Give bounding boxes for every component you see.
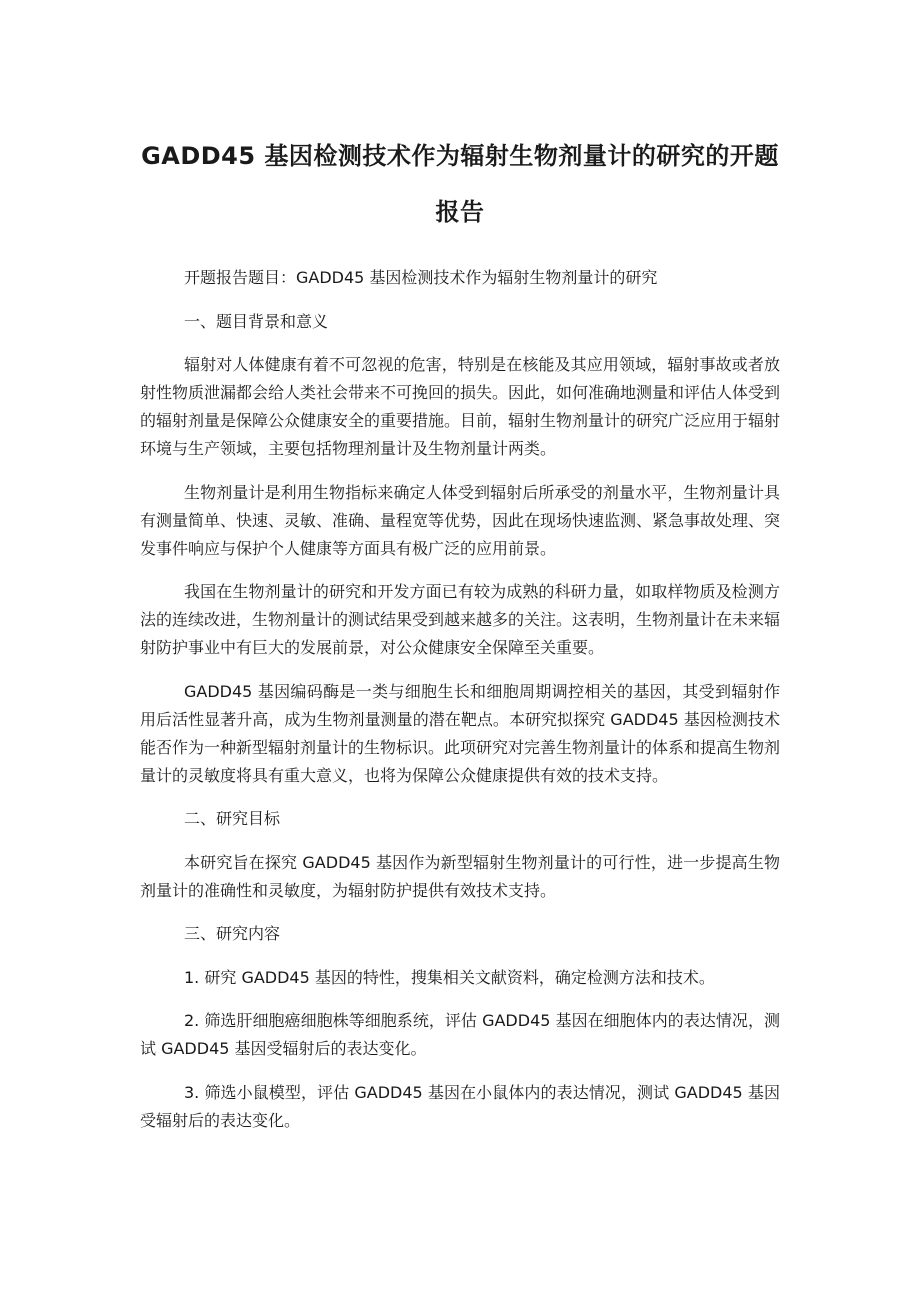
paragraph-radiation-harm: 辐射对人体健康有着不可忽视的危害，特别是在核能及其应用领域，辐射事故或者放射性物质泄漏都会给人类社会带来不可挽回的损失。因此，如何准确地测量和评估人体受到的辐射剂量是保障公众健康安全的重要措施。目前，辐射生物剂量计的研究广泛应用于辐射环境与生产领域，主要包括物理剂量计及生物剂量计两类。 <box>140 355 781 458</box>
document-body <box>140 264 780 1150</box>
list-item-1: 1. 研究 GADD45 基因的特性，搜集相关文献资料，确定检测方法和技术。 <box>184 967 715 987</box>
section-heading-objectives: 二、研究目标 <box>184 809 281 828</box>
paragraph-objectives: 本研究旨在探究 GADD45 基因作为新型辐射生物剂量计的可行性，进一步提高生物剂量计的准确性和灵敏度，为辐射防护提供有效技术支持。 <box>140 852 780 900</box>
list-item-2: 2. 筛选肝细胞癌细胞株等细胞系统，评估 GADD45 基因在细胞体内的表达情况，测试 GADD45 基因受辐射后的表达变化。 <box>140 1011 780 1058</box>
report-topic: 开题报告题目：GADD45 基因检测技术作为辐射生物剂量计的研究 <box>184 268 658 287</box>
paragraph-biodosimeter-definition: 生物剂量计是利用生物指标来确定人体受到辐射后所承受的剂量水平，生物剂量计具有测量简单、快速、灵敏、准确、量程宽等优势，因此在现场快速监测、紧急事故处理、突发事件响应与保护个人健康等方面具有极广泛的应用前景。 <box>140 482 781 558</box>
paragraph-domestic-research: 我国在生物剂量计的研究和开发方面已有较为成熟的科研力量，如取样物质及检测方法的连续改进，生物剂量计的测试结果受到越来越多的关注。这表明，生物剂量计在未来辐射防护事业中有巨大的发展前景，对公众健康安全保障至关重要。 <box>140 582 781 657</box>
section-heading-content: 三、研究内容 <box>184 924 281 943</box>
paragraph-gadd45-gene: GADD45 基因编码酶是一类与细胞生长和细胞周期调控相关的基因，其受到辐射作用后活性显著升高，成为生物剂量测量的潜在靶点。本研究拟探究 GADD45 基因检测技术能否作为一种新型辐射剂量计的生物标识。此项研究对完善生物剂量计的体系和提高生物剂量计的灵敏度将具有重大意义，也将为保障公众健康提供有效的技术支持。 <box>140 681 781 785</box>
document-title: GADD45 基因检测技术作为辐射生物剂量计的研究的开题报告 <box>141 142 779 226</box>
section-heading-background: 一、题目背景和意义 <box>184 311 329 331</box>
list-item-3: 3. 筛选小鼠模型，评估 GADD45 基因在小鼠体内的表达情况，测试 GADD45 基因受辐射后的表达变化。 <box>140 1082 780 1130</box>
